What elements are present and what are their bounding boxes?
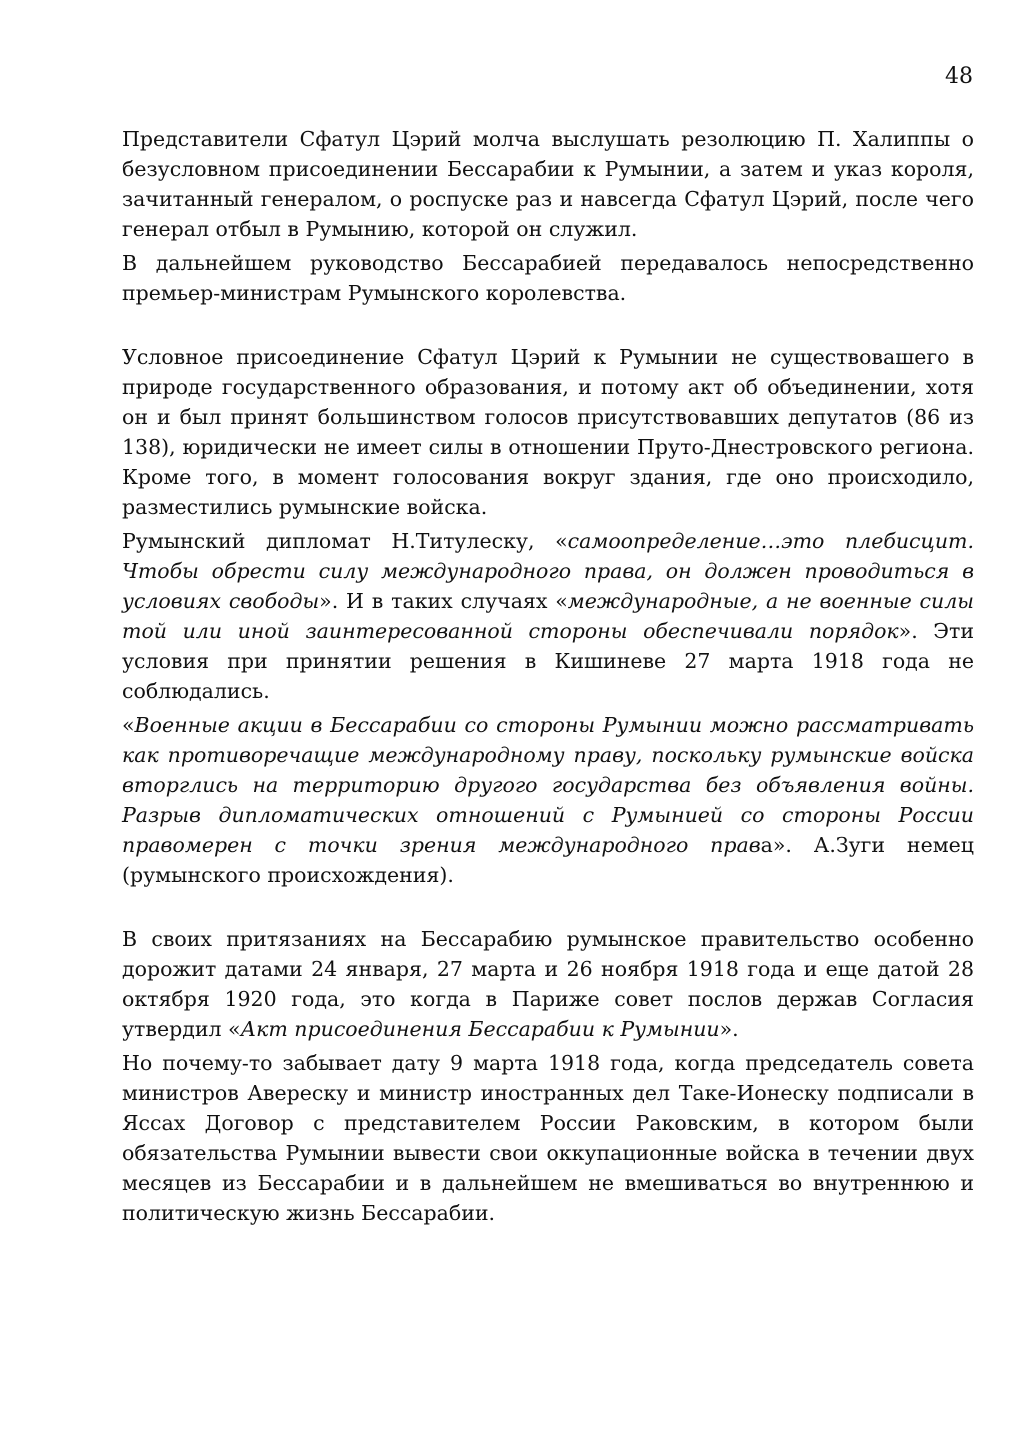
italic-quote: международные, а не военные силы той или иной заинтересованной стороны обеспечивали порядок <box>122 589 974 643</box>
text-run: а». А.Зуги немец (румынского происхождения). <box>122 833 974 887</box>
text-run: В своих притязаниях на Бессарабию румынское правительство особенно дорожит датами 24 января, 27 марта и 26 ноября 1918 года и еще датой 28 октября 1920 года, это когда в Париже совет послов держав Согласия утвердил « <box>122 927 974 1041</box>
paragraph-titulescu-quote <box>122 526 974 706</box>
paragraph-governance: В дальнейшем руководство Бессарабией передавалось непосредственно премьер-министрам Румынского королевства. <box>122 251 974 305</box>
text-run: « <box>122 713 135 737</box>
text-run: ». И в таких случаях « <box>319 589 568 613</box>
paragraph-spacer <box>122 894 974 924</box>
paragraph-spacer <box>122 312 974 342</box>
italic-quote: Военные акции в Бессарабии со стороны Румынии можно рассматривать как противоречащие международному праву, поскольку румынские войска вторглись на территорию другого государства без объявления войны. Разрыв дипломатических отношений с Румынией со стороны России правомерен с точки зрения международного прав <box>122 713 974 857</box>
text-run: ». Эти условия при принятии решения в Кишиневе 27 марта 1918 года не соблюдались. <box>122 619 975 703</box>
text-run: ». <box>719 1017 739 1041</box>
paragraph-romanian-claims <box>122 924 974 1044</box>
italic-quote: самоопределение…это плебисцит. Чтобы обрести силу международного права, он должен проводиться в условиях свободы <box>122 529 974 613</box>
italic-quote: Акт присоединения Бессарабии к Румынии <box>240 1017 720 1041</box>
paragraph-sfatul-dissolution: Представители Сфатул Цэрий молча выслушать резолюцию П. Халиппы о безусловном присоединении Бессарабии к Румынии, а затем и указ короля, зачитанный генералом, о роспуске раз и навсегда Сфатул Цэрий, после чего генерал отбыл в Румынию, которой он служил. <box>122 127 974 241</box>
paragraph-iasi-treaty: Но почему-то забывает дату 9 марта 1918 года, когда председатель совета министров Авереску и министр иностранных дел Таке-Ионеску подписали в Яссах Договор с представителем России Раковским, в котором были обязательства Румынии вывести свои оккупационные войска в течении двух месяцев из Бессарабии и в дальнейшем не вмешиваться во внутреннюю и политическую жизнь Бессарабии. <box>122 1051 974 1225</box>
paragraph-military-actions-quote <box>122 710 974 890</box>
page-number: 48 <box>945 64 973 89</box>
document-body <box>122 124 974 1232</box>
paragraph-conditional-accession: Условное присоединение Сфатул Цэрий к Румынии не существовашего в природе государственного образования, и потому акт об объединении, хотя он и был принят большинством голосов присутствовавших депутатов (86 из 138), юридически не имеет силы в отношении Пруто-Днестровского региона. Кроме того, в момент голосования вокруг здания, где оно происходило, разместились румынские войска. <box>122 345 974 519</box>
text-run: Румынский дипломат Н.Титулеску, « <box>122 529 568 553</box>
